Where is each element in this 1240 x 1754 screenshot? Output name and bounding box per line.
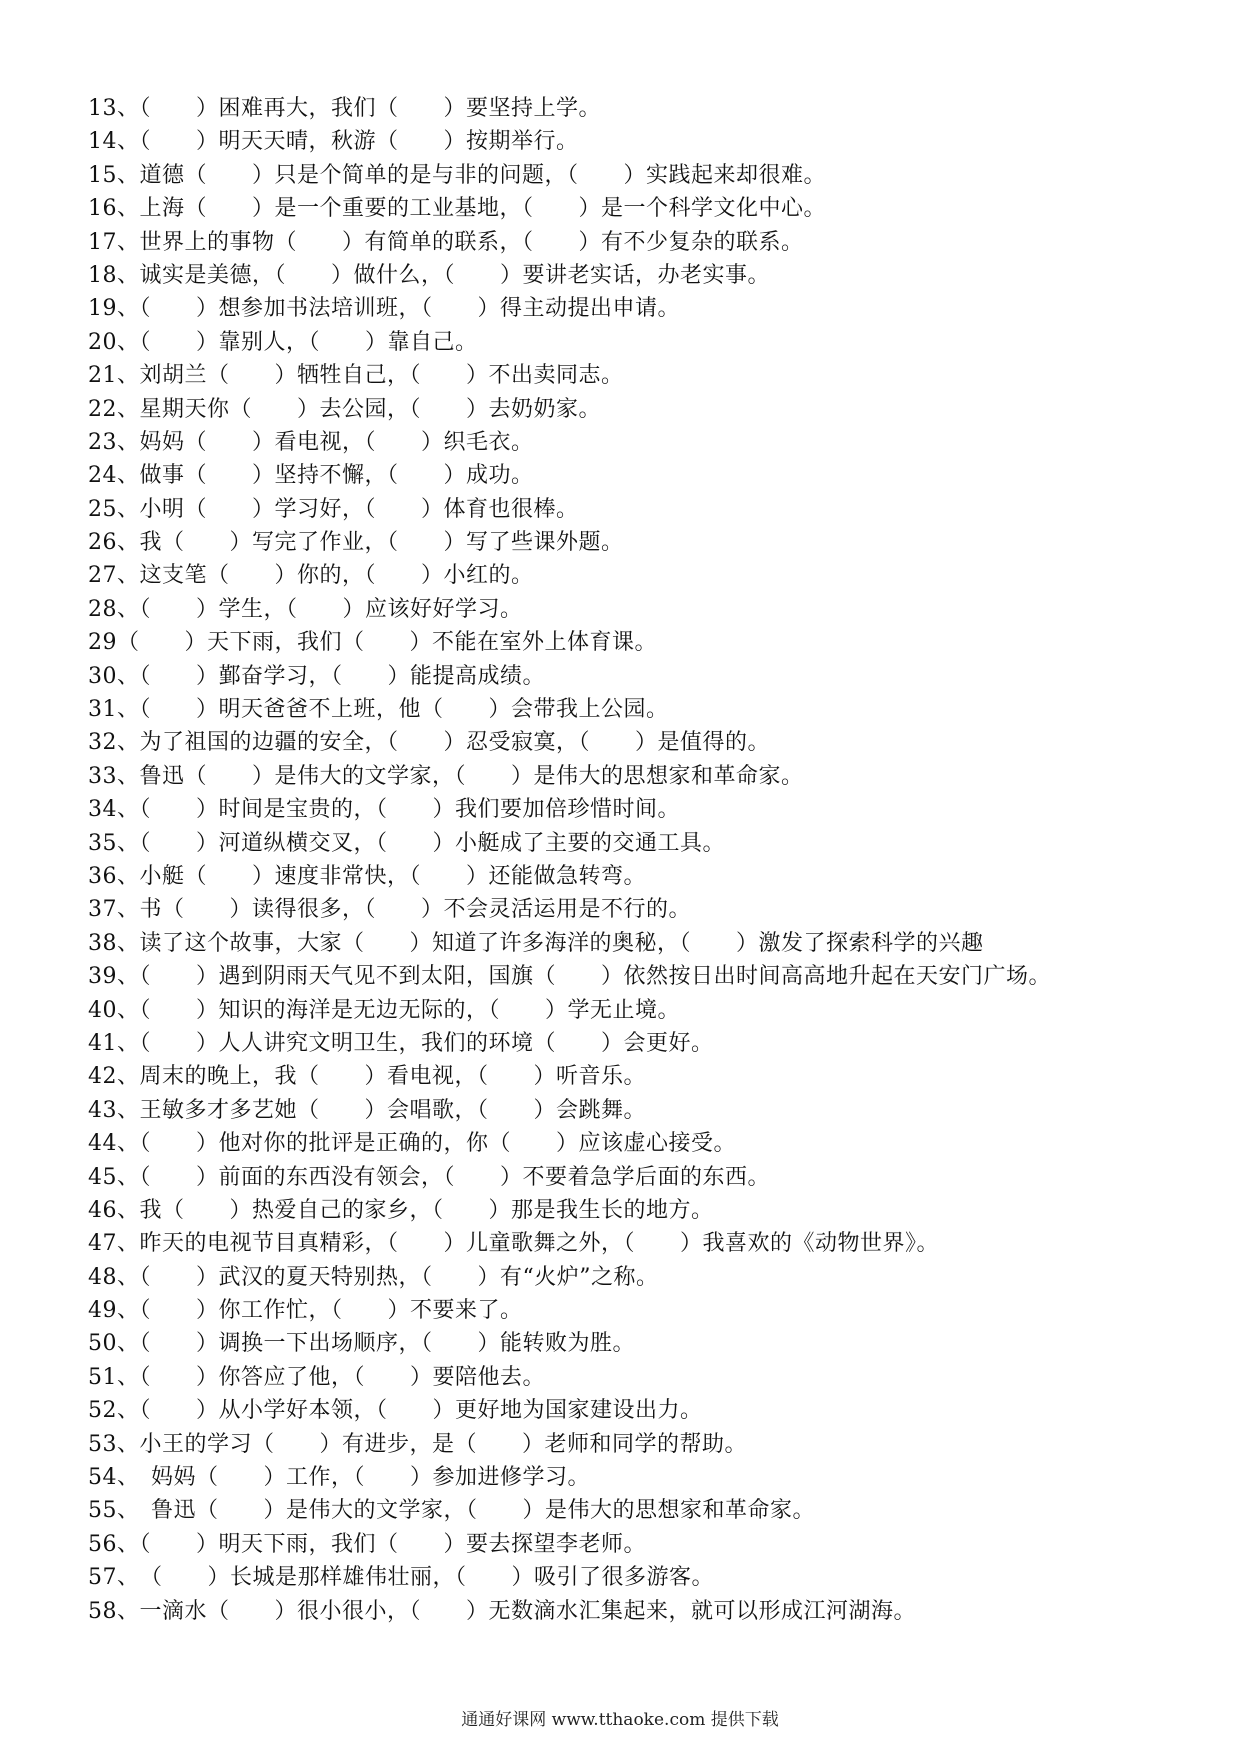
exercise-item: 36、小艇（ ）速度非常快，（ ）还能做急转弯。 bbox=[88, 863, 646, 889]
exercise-item: 39、（ ）遇到阴雨天气见不到太阳，国旗（ ）依然按日出时间高高地升起在天安门广场。 bbox=[88, 964, 1051, 990]
exercise-item: 54、 妈妈（ ）工作，（ ）参加进修学习。 bbox=[88, 1465, 590, 1491]
exercise-item: 31、（ ）明天爸爸不上班，他（ ）会带我上公园。 bbox=[88, 697, 669, 723]
exercise-list bbox=[88, 92, 1208, 1628]
exercise-item: 24、做事（ ）坚持不懈，（ ）成功。 bbox=[88, 463, 534, 489]
footer bbox=[0, 1708, 1240, 1732]
exercise-item: 55、 鲁迅（ ）是伟大的文学家，（ ）是伟大的思想家和革命家。 bbox=[88, 1498, 815, 1524]
exercise-item: 16、上海（ ）是一个重要的工业基地，（ ）是一个科学文化中心。 bbox=[88, 196, 826, 222]
exercise-item: 13、（ ）困难再大，我们（ ）要坚持上学。 bbox=[88, 96, 601, 121]
footer-note: 提供下载 bbox=[710, 1710, 779, 1730]
exercise-item: 28、（ ）学生，（ ）应该好好学习。 bbox=[88, 596, 523, 622]
exercise-item: 18、诚实是美德，（ ）做什么，（ ）要讲老实话，办老实事。 bbox=[88, 262, 770, 288]
exercise-item: 14、（ ）明天天晴，秋游（ ）按期举行。 bbox=[88, 129, 579, 155]
exercise-item: 52、（ ）从小学好本领，（ ）更好地为国家建设出力。 bbox=[88, 1398, 703, 1424]
exercise-item: 20、（ ）靠别人，（ ）靠自己。 bbox=[88, 329, 478, 355]
exercise-item: 50、（ ）调换一下出场顺序，（ ）能转败为胜。 bbox=[88, 1331, 635, 1357]
exercise-item: 49、（ ）你工作忙，（ ）不要来了。 bbox=[88, 1298, 523, 1324]
exercise-item: 23、妈妈（ ）看电视，（ ）织毛衣。 bbox=[88, 429, 534, 455]
exercise-item: 42、周末的晚上，我（ ）看电视，（ ）听音乐。 bbox=[88, 1064, 646, 1090]
exercise-item: 30、（ ）鄞奋学习，（ ）能提高成绩。 bbox=[88, 663, 545, 689]
exercise-item: 26、我（ ）写完了作业，（ ）写了些课外题。 bbox=[88, 530, 624, 556]
exercise-item: 43、王敏多才多艺她（ ）会唱歌，（ ）会跳舞。 bbox=[88, 1097, 646, 1123]
exercise-item: 48、（ ）武汉的夏天特别热，（ ）有“火炉”之称。 bbox=[88, 1264, 659, 1290]
exercise-item: 57、 （ ）长城是那样雄伟壮丽，（ ）吸引了很多游客。 bbox=[88, 1565, 714, 1591]
exercise-item: 56、（ ）明天下雨，我们（ ）要去探望李老师。 bbox=[88, 1531, 646, 1557]
exercise-item: 35、（ ）河道纵横交叉，（ ）小艇成了主要的交通工具。 bbox=[88, 830, 725, 856]
exercise-item: 58、一滴水（ ）很小很小，（ ）无数滴水汇集起来，就可以形成江河湖海。 bbox=[88, 1598, 916, 1624]
exercise-item: 33、鲁迅（ ）是伟大的文学家，（ ）是伟大的思想家和革命家。 bbox=[88, 763, 804, 789]
exercise-item: 17、世界上的事物（ ）有简单的联系，（ ）有不少复杂的联系。 bbox=[88, 229, 804, 255]
exercise-item: 38、读了这个故事，大家（ ）知道了许多海洋的奥秘，（ ）激发了探索科学的兴趣 bbox=[88, 930, 984, 956]
exercise-item: 25、小明（ ）学习好，（ ）体育也很棒。 bbox=[88, 496, 579, 522]
exercise-item: 15、道德（ ）只是个简单的是与非的问题，（ ）实践起来却很难。 bbox=[88, 162, 826, 188]
exercise-item: 47、昨天的电视节目真精彩，（ ）儿童歌舞之外，（ ）我喜欢的《动物世界》。 bbox=[88, 1231, 939, 1257]
footer-site-name: 通通好课网 bbox=[461, 1710, 547, 1730]
exercise-item: 46、我（ ）热爱自己的家乡，（ ）那是我生长的地方。 bbox=[88, 1197, 714, 1223]
exercise-item: 37、书（ ）读得很多，（ ）不会灵活运用是不行的。 bbox=[88, 897, 691, 923]
footer-url: www.tthaoke.com bbox=[551, 1710, 706, 1730]
exercise-item: 19、（ ）想参加书法培训班，（ ）得主动提出申请。 bbox=[88, 296, 680, 322]
exercise-item: 32、为了祖国的边疆的安全，（ ）忍受寂寞，（ ）是值得的。 bbox=[88, 730, 770, 756]
exercise-item: 41、（ ）人人讲究文明卫生，我们的环境（ ）会更好。 bbox=[88, 1030, 714, 1056]
exercise-item: 27、这支笔（ ）你的，（ ）小红的。 bbox=[88, 563, 534, 589]
exercise-item: 51、（ ）你答应了他，（ ）要陪他去。 bbox=[88, 1364, 545, 1390]
exercise-item: 45、（ ）前面的东西没有领会，（ ）不要着急学后面的东西。 bbox=[88, 1164, 770, 1190]
exercise-item: 22、星期天你（ ）去公园，（ ）去奶奶家。 bbox=[88, 396, 601, 422]
exercise-item: 40、（ ）知识的海洋是无边无际的，（ ）学无止境。 bbox=[88, 997, 680, 1023]
exercise-item: 29（ ）天下雨，我们（ ）不能在室外上体育课。 bbox=[88, 630, 657, 656]
exercise-item: 34、（ ）时间是宝贵的，（ ）我们要加倍珍惜时间。 bbox=[88, 797, 680, 823]
exercise-item: 53、小王的学习（ ）有进步，是（ ）老师和同学的帮助。 bbox=[88, 1431, 747, 1457]
exercise-item: 21、刘胡兰（ ）牺牲自己，（ ）不出卖同志。 bbox=[88, 363, 624, 389]
exercise-item: 44、（ ）他对你的批评是正确的，你（ ）应该虚心接受。 bbox=[88, 1131, 736, 1157]
